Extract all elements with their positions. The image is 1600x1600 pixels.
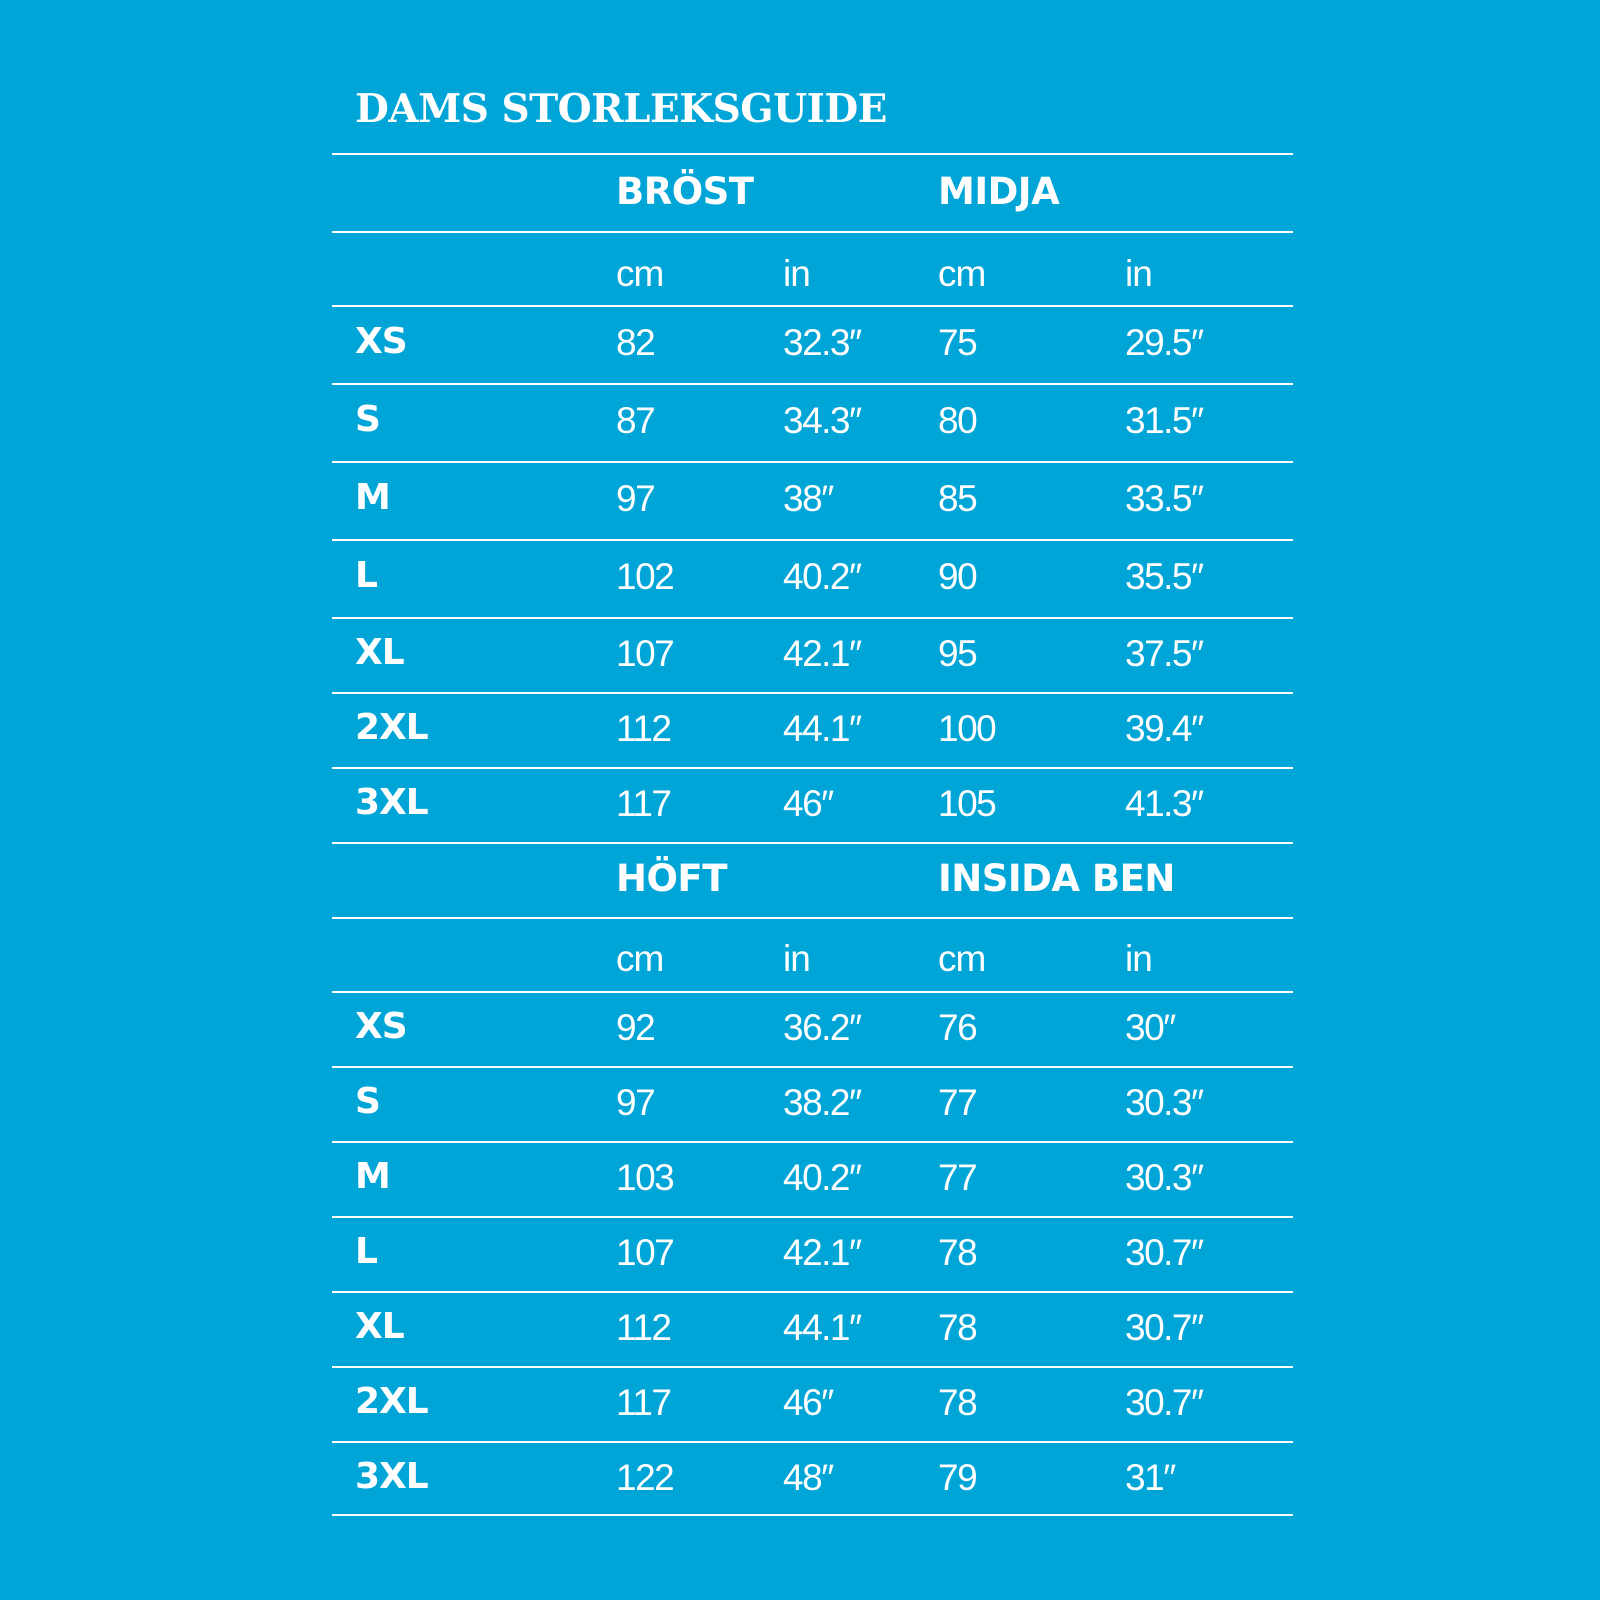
page-title: DAMS STORLEKSGUIDE: [355, 86, 887, 132]
value-in: 44.1″: [783, 1307, 861, 1348]
section-header-measure-2: INSIDA BEN: [938, 857, 1175, 900]
value-in: 30.7″: [1125, 1232, 1203, 1273]
value-cm: 107: [616, 1232, 674, 1273]
value-cm: 122: [616, 1457, 674, 1498]
value-in: 30.3″: [1125, 1082, 1203, 1123]
value-cm: 82: [616, 322, 655, 363]
value-cm: 103: [616, 1157, 674, 1198]
value-cm: 80: [938, 400, 977, 441]
value-in: 40.2″: [783, 556, 861, 597]
size-label: M: [355, 1156, 390, 1197]
unit-label-in: in: [783, 253, 810, 294]
row-divider: [332, 1066, 1293, 1068]
value-cm: 75: [938, 322, 977, 363]
value-in: 42.1″: [783, 1232, 861, 1273]
row-divider: [332, 1291, 1293, 1293]
value-cm: 95: [938, 633, 977, 674]
row-divider: [332, 767, 1293, 769]
value-in: 30.7″: [1125, 1382, 1203, 1423]
section-divider: [332, 842, 1293, 844]
value-in: 35.5″: [1125, 556, 1203, 597]
size-label: L: [355, 1231, 377, 1272]
row-divider: [332, 617, 1293, 619]
row-divider: [332, 1441, 1293, 1443]
value-in: 30.3″: [1125, 1157, 1203, 1198]
value-in: 30″: [1125, 1007, 1175, 1048]
size-label: L: [355, 555, 377, 596]
value-cm: 78: [938, 1232, 977, 1273]
value-in: 30.7″: [1125, 1307, 1203, 1348]
value-in: 32.3″: [783, 322, 861, 363]
unit-label-cm: cm: [938, 253, 986, 294]
value-cm: 87: [616, 400, 655, 441]
unit-label-in: in: [1125, 253, 1152, 294]
value-cm: 117: [616, 1382, 671, 1423]
value-cm: 112: [616, 1307, 671, 1348]
value-cm: 107: [616, 633, 674, 674]
size-label: XL: [355, 632, 404, 673]
size-label: XS: [355, 1006, 407, 1047]
size-label: 3XL: [355, 1456, 428, 1497]
value-in: 46″: [783, 1382, 833, 1423]
value-cm: 117: [616, 783, 671, 824]
value-in: 33.5″: [1125, 478, 1203, 519]
value-in: 42.1″: [783, 633, 861, 674]
value-in: 41.3″: [1125, 783, 1203, 824]
value-cm: 79: [938, 1457, 977, 1498]
header-divider: [332, 917, 1293, 919]
row-divider: [332, 692, 1293, 694]
row-divider: [332, 461, 1293, 463]
section-divider: [332, 153, 1293, 155]
value-cm: 85: [938, 478, 977, 519]
value-cm: 105: [938, 783, 996, 824]
value-in: 39.4″: [1125, 708, 1203, 749]
size-label: XL: [355, 1306, 404, 1347]
value-in: 40.2″: [783, 1157, 861, 1198]
row-divider: [332, 539, 1293, 541]
size-label: XS: [355, 321, 407, 362]
size-label: 3XL: [355, 782, 428, 823]
unit-label-cm: cm: [616, 938, 664, 979]
value-in: 44.1″: [783, 708, 861, 749]
value-cm: 77: [938, 1157, 977, 1198]
section-header-measure-1: HÖFT: [616, 857, 727, 900]
row-divider: [332, 383, 1293, 385]
value-cm: 100: [938, 708, 996, 749]
size-label: M: [355, 477, 390, 518]
value-cm: 97: [616, 1082, 655, 1123]
value-in: 31.5″: [1125, 400, 1203, 441]
value-cm: 92: [616, 1007, 655, 1048]
value-cm: 76: [938, 1007, 977, 1048]
value-cm: 90: [938, 556, 977, 597]
size-label: 2XL: [355, 707, 428, 748]
value-in: 46″: [783, 783, 833, 824]
value-cm: 78: [938, 1382, 977, 1423]
value-in: 36.2″: [783, 1007, 861, 1048]
value-cm: 97: [616, 478, 655, 519]
row-divider: [332, 1366, 1293, 1368]
value-in: 37.5″: [1125, 633, 1203, 674]
value-in: 31″: [1125, 1457, 1175, 1498]
value-cm: 78: [938, 1307, 977, 1348]
section-header-measure-2: MIDJA: [938, 170, 1060, 213]
value-in: 34.3″: [783, 400, 861, 441]
value-in: 29.5″: [1125, 322, 1203, 363]
section-header-measure-1: BRÖST: [616, 170, 754, 213]
row-divider: [332, 1216, 1293, 1218]
value-in: 38″: [783, 478, 833, 519]
unit-label-cm: cm: [938, 938, 986, 979]
section-divider: [332, 1514, 1293, 1516]
size-label: S: [355, 399, 380, 440]
row-divider: [332, 305, 1293, 307]
row-divider: [332, 991, 1293, 993]
size-label: 2XL: [355, 1381, 428, 1422]
value-in: 38.2″: [783, 1082, 861, 1123]
unit-label-in: in: [1125, 938, 1152, 979]
unit-label-in: in: [783, 938, 810, 979]
value-in: 48″: [783, 1457, 833, 1498]
unit-label-cm: cm: [616, 253, 664, 294]
value-cm: 102: [616, 556, 674, 597]
row-divider: [332, 1141, 1293, 1143]
header-divider: [332, 231, 1293, 233]
size-label: S: [355, 1081, 380, 1122]
value-cm: 77: [938, 1082, 977, 1123]
value-cm: 112: [616, 708, 671, 749]
